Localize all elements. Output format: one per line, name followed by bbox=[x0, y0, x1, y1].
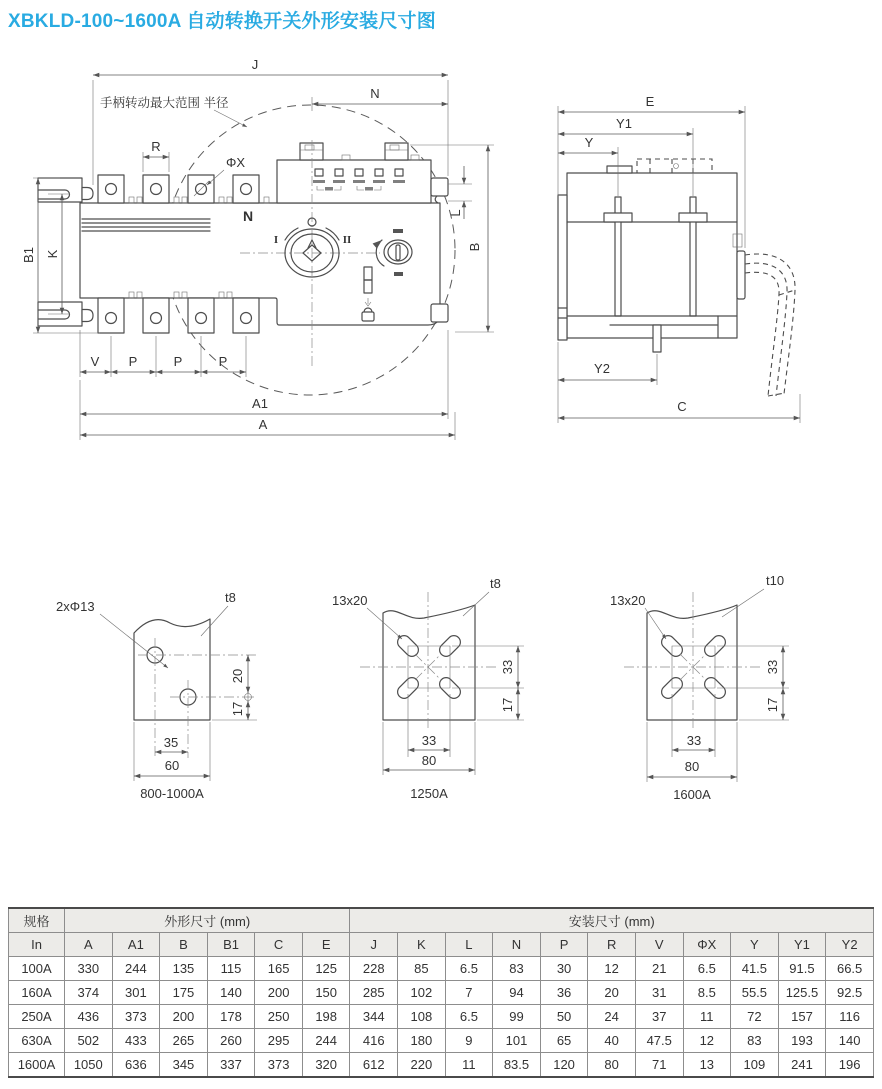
dim-label-80: 80 bbox=[421, 753, 437, 768]
position-2-label: II bbox=[342, 234, 352, 246]
dim-value-cell: 31 bbox=[635, 981, 683, 1005]
dim-value-cell: 99 bbox=[493, 1005, 541, 1029]
dim-value-cell: 12 bbox=[588, 957, 636, 981]
dim-value-cell: 373 bbox=[112, 1005, 160, 1029]
dim-value-cell: 71 bbox=[635, 1053, 683, 1078]
dim-label-v: V bbox=[90, 354, 100, 369]
dim-value-cell: 330 bbox=[65, 957, 113, 981]
dim-value-cell: 140 bbox=[207, 981, 255, 1005]
dim-value-cell: 175 bbox=[160, 981, 208, 1005]
dim-label-r: R bbox=[151, 139, 161, 154]
dim-value-cell: 135 bbox=[160, 957, 208, 981]
column-header-a1: A1 bbox=[112, 933, 160, 957]
dim-value-cell: 125.5 bbox=[778, 981, 826, 1005]
column-header-l: L bbox=[445, 933, 493, 957]
dim-label-p1: P bbox=[128, 354, 138, 369]
dim-label-17: 17 bbox=[500, 697, 515, 713]
dim-value-cell: 196 bbox=[826, 1053, 874, 1078]
dim-value-cell: 6.5 bbox=[683, 957, 731, 981]
hole-callout: 13x20 bbox=[332, 593, 368, 608]
dim-value-cell: 373 bbox=[255, 1053, 303, 1078]
dim-value-cell: 244 bbox=[112, 957, 160, 981]
dim-label-20: 20 bbox=[230, 668, 245, 684]
dim-value-cell: 65 bbox=[540, 1029, 588, 1053]
dim-value-cell: 8.5 bbox=[683, 981, 731, 1005]
dim-value-cell: 250 bbox=[255, 1005, 303, 1029]
dim-value-cell: 83 bbox=[493, 957, 541, 981]
dim-value-cell: 72 bbox=[731, 1005, 779, 1029]
column-header-j: J bbox=[350, 933, 398, 957]
terminals-bottom bbox=[98, 298, 259, 333]
dim-label-33h: 33 bbox=[686, 733, 702, 748]
column-header-b: B bbox=[160, 933, 208, 957]
dim-value-cell: 9 bbox=[445, 1029, 493, 1053]
dim-value-cell: 7 bbox=[445, 981, 493, 1005]
dim-value-cell: 50 bbox=[540, 1005, 588, 1029]
dim-value-cell: 12 bbox=[683, 1029, 731, 1053]
dim-value-cell: 41.5 bbox=[731, 957, 779, 981]
outline-dims-header: 外形尺寸 (mm) bbox=[65, 908, 350, 933]
column-header-in: In bbox=[9, 933, 65, 957]
dim-value-cell: 115 bbox=[207, 957, 255, 981]
dim-label-c: C bbox=[677, 399, 687, 414]
dim-value-cell: 116 bbox=[826, 1005, 874, 1029]
dim-value-cell: 260 bbox=[207, 1029, 255, 1053]
dim-value-cell: 109 bbox=[731, 1053, 779, 1078]
dim-value-cell: 165 bbox=[255, 957, 303, 981]
dim-label-l: L bbox=[448, 209, 463, 217]
dim-value-cell: 125 bbox=[302, 957, 350, 981]
dim-label-a: A bbox=[258, 417, 268, 432]
dim-value-cell: 612 bbox=[350, 1053, 398, 1078]
dim-value-cell: 91.5 bbox=[778, 957, 826, 981]
dim-value-cell: 374 bbox=[65, 981, 113, 1005]
right-tab-bottom bbox=[431, 304, 448, 322]
dim-value-cell: 6.5 bbox=[445, 1005, 493, 1029]
dim-label-phix: ΦX bbox=[226, 155, 246, 170]
dim-value-cell: 13 bbox=[683, 1053, 731, 1078]
dim-value-cell: 301 bbox=[112, 981, 160, 1005]
dim-value-cell: 101 bbox=[493, 1029, 541, 1053]
dim-value-cell: 92.5 bbox=[826, 981, 874, 1005]
side-body bbox=[567, 173, 737, 338]
table-body bbox=[9, 957, 874, 1078]
column-header-row bbox=[9, 933, 874, 957]
dim-label-j: J bbox=[251, 57, 259, 72]
dim-value-cell: 140 bbox=[826, 1029, 874, 1053]
handle-note: 手柄转动最大范围 半径 bbox=[100, 96, 229, 110]
dim-label-b1: B1 bbox=[21, 247, 36, 263]
page-title: XBKLD-100~1600A 自动转换开关外形安装尺寸图 bbox=[8, 11, 436, 32]
dim-label-60: 60 bbox=[164, 758, 180, 773]
row-spec-cell: 630A bbox=[9, 1029, 65, 1053]
side-top-terminals bbox=[637, 159, 712, 173]
column-header-e: E bbox=[302, 933, 350, 957]
dim-value-cell: 102 bbox=[398, 981, 446, 1005]
dim-value-cell: 345 bbox=[160, 1053, 208, 1078]
dim-value-cell: 344 bbox=[350, 1005, 398, 1029]
mounting-detail-800-1000 bbox=[56, 590, 257, 801]
column-header-n: N bbox=[493, 933, 541, 957]
dim-value-cell: 433 bbox=[112, 1029, 160, 1053]
column-header-r: R bbox=[588, 933, 636, 957]
column-header-p: P bbox=[540, 933, 588, 957]
dim-value-cell: 295 bbox=[255, 1029, 303, 1053]
dim-value-cell: 66.5 bbox=[826, 957, 874, 981]
row-spec-cell: 160A bbox=[9, 981, 65, 1005]
handle-hub bbox=[737, 251, 745, 299]
table-row bbox=[9, 981, 874, 1005]
dim-value-cell: 94 bbox=[493, 981, 541, 1005]
hole-callout: 2xΦ13 bbox=[56, 599, 95, 614]
dim-value-cell: 200 bbox=[255, 981, 303, 1005]
dim-label-n: N bbox=[370, 86, 380, 101]
dim-label-y1: Y1 bbox=[616, 116, 632, 131]
dim-value-cell: 11 bbox=[683, 1005, 731, 1029]
dim-value-cell: 55.5 bbox=[731, 981, 779, 1005]
panel-knob-right bbox=[385, 143, 408, 160]
dim-value-cell: 265 bbox=[160, 1029, 208, 1053]
dim-label-35: 35 bbox=[163, 735, 179, 750]
table-row bbox=[9, 1053, 874, 1078]
dim-label-33v: 33 bbox=[765, 659, 780, 675]
dim-value-cell: 36 bbox=[540, 981, 588, 1005]
install-dims-header: 安装尺寸 (mm) bbox=[350, 908, 874, 933]
panel-knob-left bbox=[300, 143, 323, 160]
switch-body bbox=[80, 203, 440, 325]
dim-value-cell: 180 bbox=[398, 1029, 446, 1053]
dim-value-cell: 198 bbox=[302, 1005, 350, 1029]
dim-value-cell: 337 bbox=[207, 1053, 255, 1078]
dim-value-cell: 157 bbox=[778, 1005, 826, 1029]
dim-value-cell: 1050 bbox=[65, 1053, 113, 1078]
mounting-detail-1250 bbox=[332, 576, 524, 801]
detail-caption: 800-1000A bbox=[140, 786, 204, 801]
mounting-detail-1600 bbox=[610, 573, 789, 802]
spec-header-cell: 规格 bbox=[9, 908, 65, 933]
group-header-row bbox=[9, 908, 874, 933]
dim-label-e: E bbox=[645, 94, 655, 109]
column-header-c: C bbox=[255, 933, 303, 957]
dim-value-cell: 244 bbox=[302, 1029, 350, 1053]
dim-value-cell: 502 bbox=[65, 1029, 113, 1053]
dim-value-cell: 220 bbox=[398, 1053, 446, 1078]
detail-caption: 1600A bbox=[673, 787, 711, 802]
handle-dashed bbox=[745, 254, 795, 396]
dim-value-cell: 120 bbox=[540, 1053, 588, 1078]
neutral-label: N bbox=[243, 208, 254, 224]
side-center-pin bbox=[653, 325, 661, 352]
thickness-callout: t8 bbox=[490, 576, 501, 591]
table-row bbox=[9, 1029, 874, 1053]
dim-label-y2: Y2 bbox=[594, 361, 610, 376]
dim-label-33h: 33 bbox=[421, 733, 437, 748]
dim-value-cell: 436 bbox=[65, 1005, 113, 1029]
column-header-v: V bbox=[635, 933, 683, 957]
dim-value-cell: 416 bbox=[350, 1029, 398, 1053]
dim-value-cell: 80 bbox=[588, 1053, 636, 1078]
thickness-callout: t10 bbox=[766, 573, 785, 588]
dim-value-cell: 6.5 bbox=[445, 957, 493, 981]
table-row bbox=[9, 957, 874, 981]
detail-caption: 1250A bbox=[410, 786, 448, 801]
dim-value-cell: 83.5 bbox=[493, 1053, 541, 1078]
dim-value-cell: 228 bbox=[350, 957, 398, 981]
dimension-table bbox=[8, 907, 874, 1078]
dim-value-cell: 200 bbox=[160, 1005, 208, 1029]
dim-value-cell: 24 bbox=[588, 1005, 636, 1029]
dim-value-cell: 285 bbox=[350, 981, 398, 1005]
dim-value-cell: 20 bbox=[588, 981, 636, 1005]
column-header-y1: Y1 bbox=[778, 933, 826, 957]
dim-value-cell: 320 bbox=[302, 1053, 350, 1078]
dim-label-17: 17 bbox=[230, 701, 245, 717]
dim-label-a1: A1 bbox=[252, 396, 268, 411]
column-header-a: A bbox=[65, 933, 113, 957]
dim-value-cell: 21 bbox=[635, 957, 683, 981]
dim-value-cell: 40 bbox=[588, 1029, 636, 1053]
dim-label-80: 80 bbox=[684, 759, 700, 774]
dim-value-cell: 193 bbox=[778, 1029, 826, 1053]
dim-label-b: B bbox=[467, 242, 482, 252]
hole-callout: 13x20 bbox=[610, 593, 646, 608]
dim-label-17: 17 bbox=[765, 697, 780, 713]
dim-value-cell: 11 bbox=[445, 1053, 493, 1078]
row-spec-cell: 250A bbox=[9, 1005, 65, 1029]
dim-value-cell: 636 bbox=[112, 1053, 160, 1078]
dim-value-cell: 178 bbox=[207, 1005, 255, 1029]
dim-value-cell: 37 bbox=[635, 1005, 683, 1029]
dim-value-cell: 85 bbox=[398, 957, 446, 981]
dim-value-cell: 241 bbox=[778, 1053, 826, 1078]
dim-value-cell: 30 bbox=[540, 957, 588, 981]
dim-label-33v: 33 bbox=[500, 659, 515, 675]
position-1-label: I bbox=[273, 234, 279, 246]
dim-label-p3: P bbox=[218, 354, 228, 369]
left-bracket-top bbox=[38, 178, 93, 202]
row-spec-cell: 100A bbox=[9, 957, 65, 981]
front-view bbox=[21, 57, 494, 440]
dim-value-cell: 83 bbox=[731, 1029, 779, 1053]
table-row bbox=[9, 1005, 874, 1029]
dim-label-k: K bbox=[45, 249, 60, 259]
row-spec-cell: 1600A bbox=[9, 1053, 65, 1078]
dim-label-p2: P bbox=[173, 354, 183, 369]
dim-label-y: Y bbox=[584, 135, 594, 150]
dim-value-cell: 47.5 bbox=[635, 1029, 683, 1053]
dim-value-cell: 150 bbox=[302, 981, 350, 1005]
right-tab-top bbox=[431, 178, 448, 196]
column-header-k: K bbox=[398, 933, 446, 957]
column-header-y: Y bbox=[731, 933, 779, 957]
thickness-callout: t8 bbox=[225, 590, 236, 605]
side-view bbox=[558, 94, 800, 423]
dim-value-cell: 108 bbox=[398, 1005, 446, 1029]
column-header-y2: Y2 bbox=[826, 933, 874, 957]
column-header-phix: ΦX bbox=[683, 933, 731, 957]
column-header-b1: B1 bbox=[207, 933, 255, 957]
